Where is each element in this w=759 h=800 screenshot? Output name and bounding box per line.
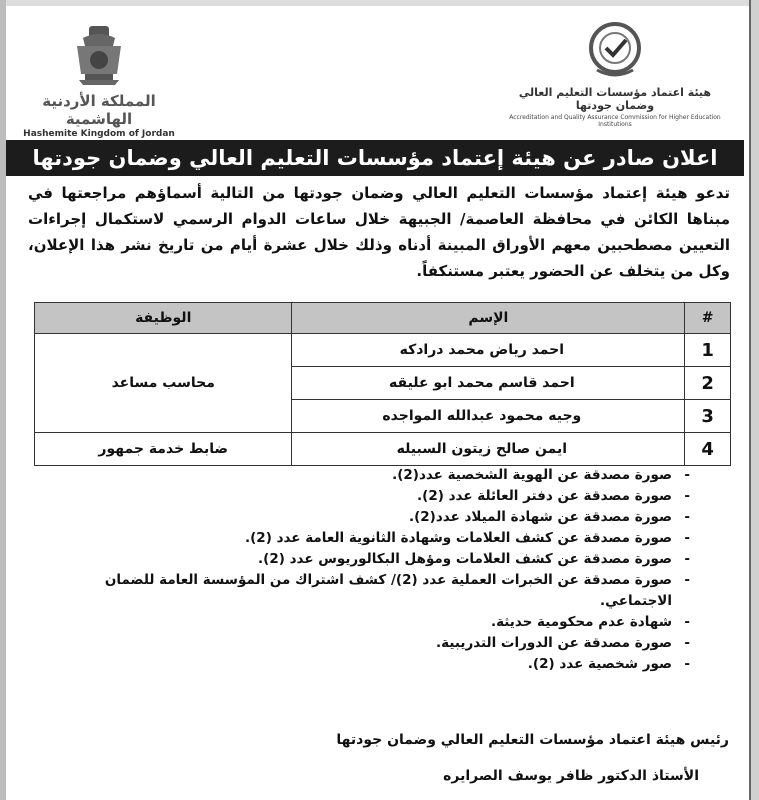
list-item bbox=[40, 633, 690, 654]
signatory-name: الأستاذ الدكتور ظافر يوسف الصرايره bbox=[443, 768, 699, 784]
row-job: ضابط خدمة جمهور bbox=[35, 433, 292, 466]
row-name: احمد قاسم محمد ابو عليقه bbox=[292, 367, 685, 400]
row-name: احمد رياض محمد درادكه bbox=[292, 334, 685, 367]
row-name: ايمن صالح زيتون السبيله bbox=[292, 433, 685, 466]
list-item-text: صورة مصدقة عن كشف العلامات وشهادة الثانوية العامة عدد (2). bbox=[244, 530, 672, 546]
commission-logo-icon bbox=[585, 20, 645, 80]
page-right-edge bbox=[749, 0, 759, 800]
bullet: - bbox=[684, 551, 690, 567]
row-number: 3 bbox=[685, 400, 731, 433]
signatory-position: رئيس هيئة اعتماد مؤسسات التعليم العالي وضمان جودتها bbox=[336, 732, 729, 748]
bullet: - bbox=[684, 509, 690, 525]
bullet: - bbox=[684, 467, 690, 483]
list-item-text: صورة مصدقة عن الدورات التدريبية. bbox=[436, 635, 672, 651]
table-row bbox=[35, 433, 731, 466]
announcement-intro: تدعو هيئة إعتماد مؤسسات التعليم العالي وضمان جودتها من التالية أسماؤهم مراجعتها في مبناها الكائن في محافظة العاصمة/ الجبيهة خلال ساعات الدوام الرسمي لاستكمال إجراءات التعيين مصطحبين معهم الأوراق المبينة أدناه وذلك خلال عشرة أيام من تاريخ نشر هذا الإعلان، وكل من يتخلف عن الحضور يعتبر مستنكفاً. bbox=[28, 184, 730, 280]
announcement-title: اعلان صادر عن هيئة إعتماد مؤسسات التعليم العالي وضمان جودتها bbox=[6, 140, 744, 176]
row-number: 1 bbox=[685, 334, 731, 367]
table-header-row bbox=[35, 303, 731, 334]
page-left-edge bbox=[0, 0, 6, 800]
list-item bbox=[40, 549, 690, 570]
row-job-group: محاسب مساعد bbox=[35, 334, 292, 433]
kingdom-name-english: Hashemite Kingdom of Jordan bbox=[23, 129, 175, 139]
list-item-text: صورة مصدقة عن دفتر العائلة عدد (2). bbox=[417, 488, 672, 504]
list-item-text: صورة مصدقة عن الخبرات العملية عدد (2)/ كشف اشتراك من المؤسسة العامة للضمان الاجتماعي. bbox=[104, 572, 672, 609]
list-item bbox=[40, 486, 690, 507]
list-item-text: صورة مصدقة عن شهادة الميلاد عدد(2). bbox=[408, 509, 672, 525]
bullet: - bbox=[684, 656, 690, 672]
bullet: - bbox=[684, 614, 690, 630]
list-item-text: صور شخصية عدد (2). bbox=[527, 656, 672, 672]
row-number: 2 bbox=[685, 367, 731, 400]
list-item-text: صورة مصدقة عن الهوية الشخصية عدد(2). bbox=[392, 467, 672, 483]
list-item bbox=[40, 612, 690, 633]
appointees-table bbox=[34, 302, 731, 466]
list-item bbox=[40, 465, 690, 486]
row-name: وجيه محمود عبدالله المواجده bbox=[292, 400, 685, 433]
commission-logo-block bbox=[500, 20, 730, 128]
list-item-text: صورة مصدقة عن كشف العلامات ومؤهل البكالوريوس عدد (2). bbox=[258, 551, 672, 567]
required-documents-list bbox=[40, 465, 690, 675]
list-item bbox=[40, 507, 690, 528]
list-item bbox=[40, 570, 690, 612]
list-item-text: شهادة عدم محكومية حديثة. bbox=[490, 614, 672, 630]
table-row bbox=[35, 334, 731, 367]
header-number: # bbox=[685, 303, 731, 334]
bullet: - bbox=[684, 572, 690, 588]
page-top-edge bbox=[0, 0, 759, 6]
bullet: - bbox=[684, 488, 690, 504]
list-item bbox=[40, 654, 690, 675]
coat-of-arms-icon bbox=[69, 24, 129, 86]
bullet: - bbox=[684, 530, 690, 546]
kingdom-name-arabic: المملكة الأردنية الهاشمية bbox=[42, 92, 156, 128]
header-job: الوظيفة bbox=[35, 303, 292, 334]
bullet: - bbox=[684, 635, 690, 651]
commission-name-arabic: هيئة اعتماد مؤسسات التعليم العالي وضمان جودتها bbox=[518, 86, 712, 112]
jordan-emblem-block bbox=[14, 24, 184, 139]
commission-name-english: Accreditation and Quality Assurance Commission for Higher Education Institutions bbox=[509, 114, 721, 128]
header-name: الإسم bbox=[292, 303, 685, 334]
list-item bbox=[40, 528, 690, 549]
row-number: 4 bbox=[685, 433, 731, 466]
